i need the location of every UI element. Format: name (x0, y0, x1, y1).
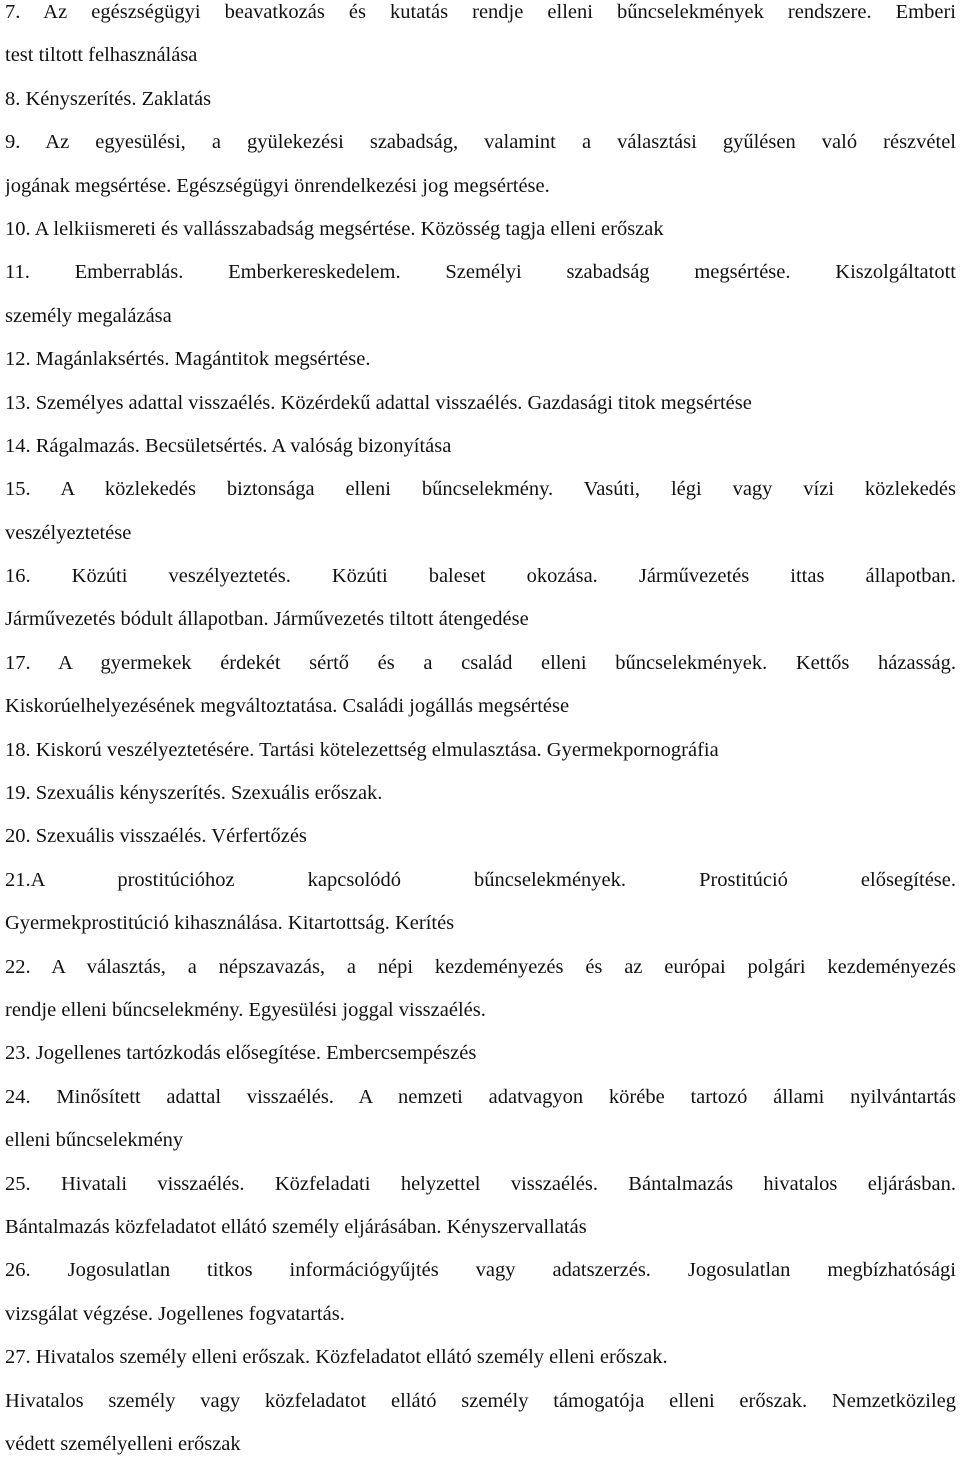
topic-list (5, 0, 956, 1466)
document-line: Járművezetés bódult állapotban. Járművezetés tiltott átengedése (5, 608, 529, 631)
document-line: 27. Hivatalos személy elleni erőszak. Közfeladatot ellátó személy elleni erőszak. (5, 1346, 668, 1369)
document-line: 23. Jogellenes tartózkodás elősegítése. Embercsempészés (5, 1042, 477, 1065)
document-line: személy megalázása (5, 304, 172, 327)
document-line: 20. Szexuális visszaélés. Vérfertőzés (5, 825, 307, 848)
document-line: 24. Minősített adattal visszaélés. A nemzeti adatvagyon körébe tartozó állami nyilvántartás (5, 1085, 956, 1108)
document-line: 17. A gyermekek érdekét sértő és a család elleni bűncselekmények. Kettős házasság. (5, 651, 956, 674)
document-line: 7. Az egészségügyi beavatkozás és kutatás rendje elleni bűncselekmények rendszere. Emberi (5, 1, 956, 23)
document-line: Gyermekprostitúció kihasználása. Kitartottság. Kerítés (5, 912, 455, 935)
document-line: 18. Kiskorú veszélyeztetésére. Tartási kötelezettség elmulasztása. Gyermekpornográfia (5, 738, 719, 761)
document-line: 13. Személyes adattal visszaélés. Közérdekű adattal visszaélés. Gazdasági titok megsértése (5, 391, 752, 414)
document-line: védett személyelleni erőszak (5, 1432, 241, 1455)
document-line: 25. Hivatali visszaélés. Közfeladati helyzettel visszaélés. Bántalmazás hivatalos eljárásban. (5, 1172, 956, 1195)
document-line: Kiskorúelhelyezésének megváltoztatása. Családi jogállás megsértése (5, 695, 570, 718)
document-line: 8. Kényszerítés. Zaklatás (5, 87, 212, 110)
document-line: 26. Jogosulatlan titkos információgyűjtés vagy adatszerzés. Jogosulatlan megbízhatósági (5, 1259, 956, 1282)
document-line: Bántalmazás közfeladatot ellátó személy eljárásában. Kényszervallatás (5, 1215, 587, 1238)
document-line: 9. Az egyesülési, a gyülekezési szabadság, valamint a választási gyűlésen való részvétel (5, 131, 956, 154)
document-line: 11. Emberrablás. Emberkereskedelem. Személyi szabadság megsértése. Kiszolgáltatott (5, 261, 956, 284)
document-line: 14. Rágalmazás. Becsületsértés. A valóság bizonyítása (5, 434, 452, 457)
document-line: 21.A prostitúcióhoz kapcsolódó bűncselekmények. Prostitúció elősegítése. (5, 868, 956, 891)
document-line: 10. A lelkiismereti és vallásszabadság megsértése. Közösség tagja elleni erőszak (5, 217, 664, 240)
document-line: jogának megsértése. Egészségügyi önrendelkezési jog megsértése. (5, 174, 550, 197)
document-line: vizsgálat végzése. Jogellenes fogvatartás. (5, 1302, 345, 1325)
document-line: 22. A választás, a népszavazás, a népi kezdeményezés és az európai polgári kezdeményezés (5, 955, 956, 978)
document-line: elleni bűncselekmény (5, 1129, 184, 1152)
document-line: veszélyeztetése (5, 521, 132, 544)
document-line: Hivatalos személy vagy közfeladatot ellátó személy támogatója elleni erőszak. Nemzetközileg (5, 1389, 956, 1412)
document-line: 12. Magánlaksértés. Magántitok megsértése. (5, 348, 371, 371)
document-line: test tiltott felhasználása (5, 44, 198, 67)
document-line: 16. Közúti veszélyeztetés. Közúti baleset okozása. Járművezetés ittas állapotban. (5, 565, 956, 588)
document-line: 15. A közlekedés biztonsága elleni bűncselekmény. Vasúti, légi vagy vízi közlekedés (5, 478, 956, 501)
document-line: 19. Szexuális kényszerítés. Szexuális erőszak. (5, 782, 383, 805)
document-line: rendje elleni bűncselekmény. Egyesülési joggal visszaélés. (5, 998, 486, 1021)
